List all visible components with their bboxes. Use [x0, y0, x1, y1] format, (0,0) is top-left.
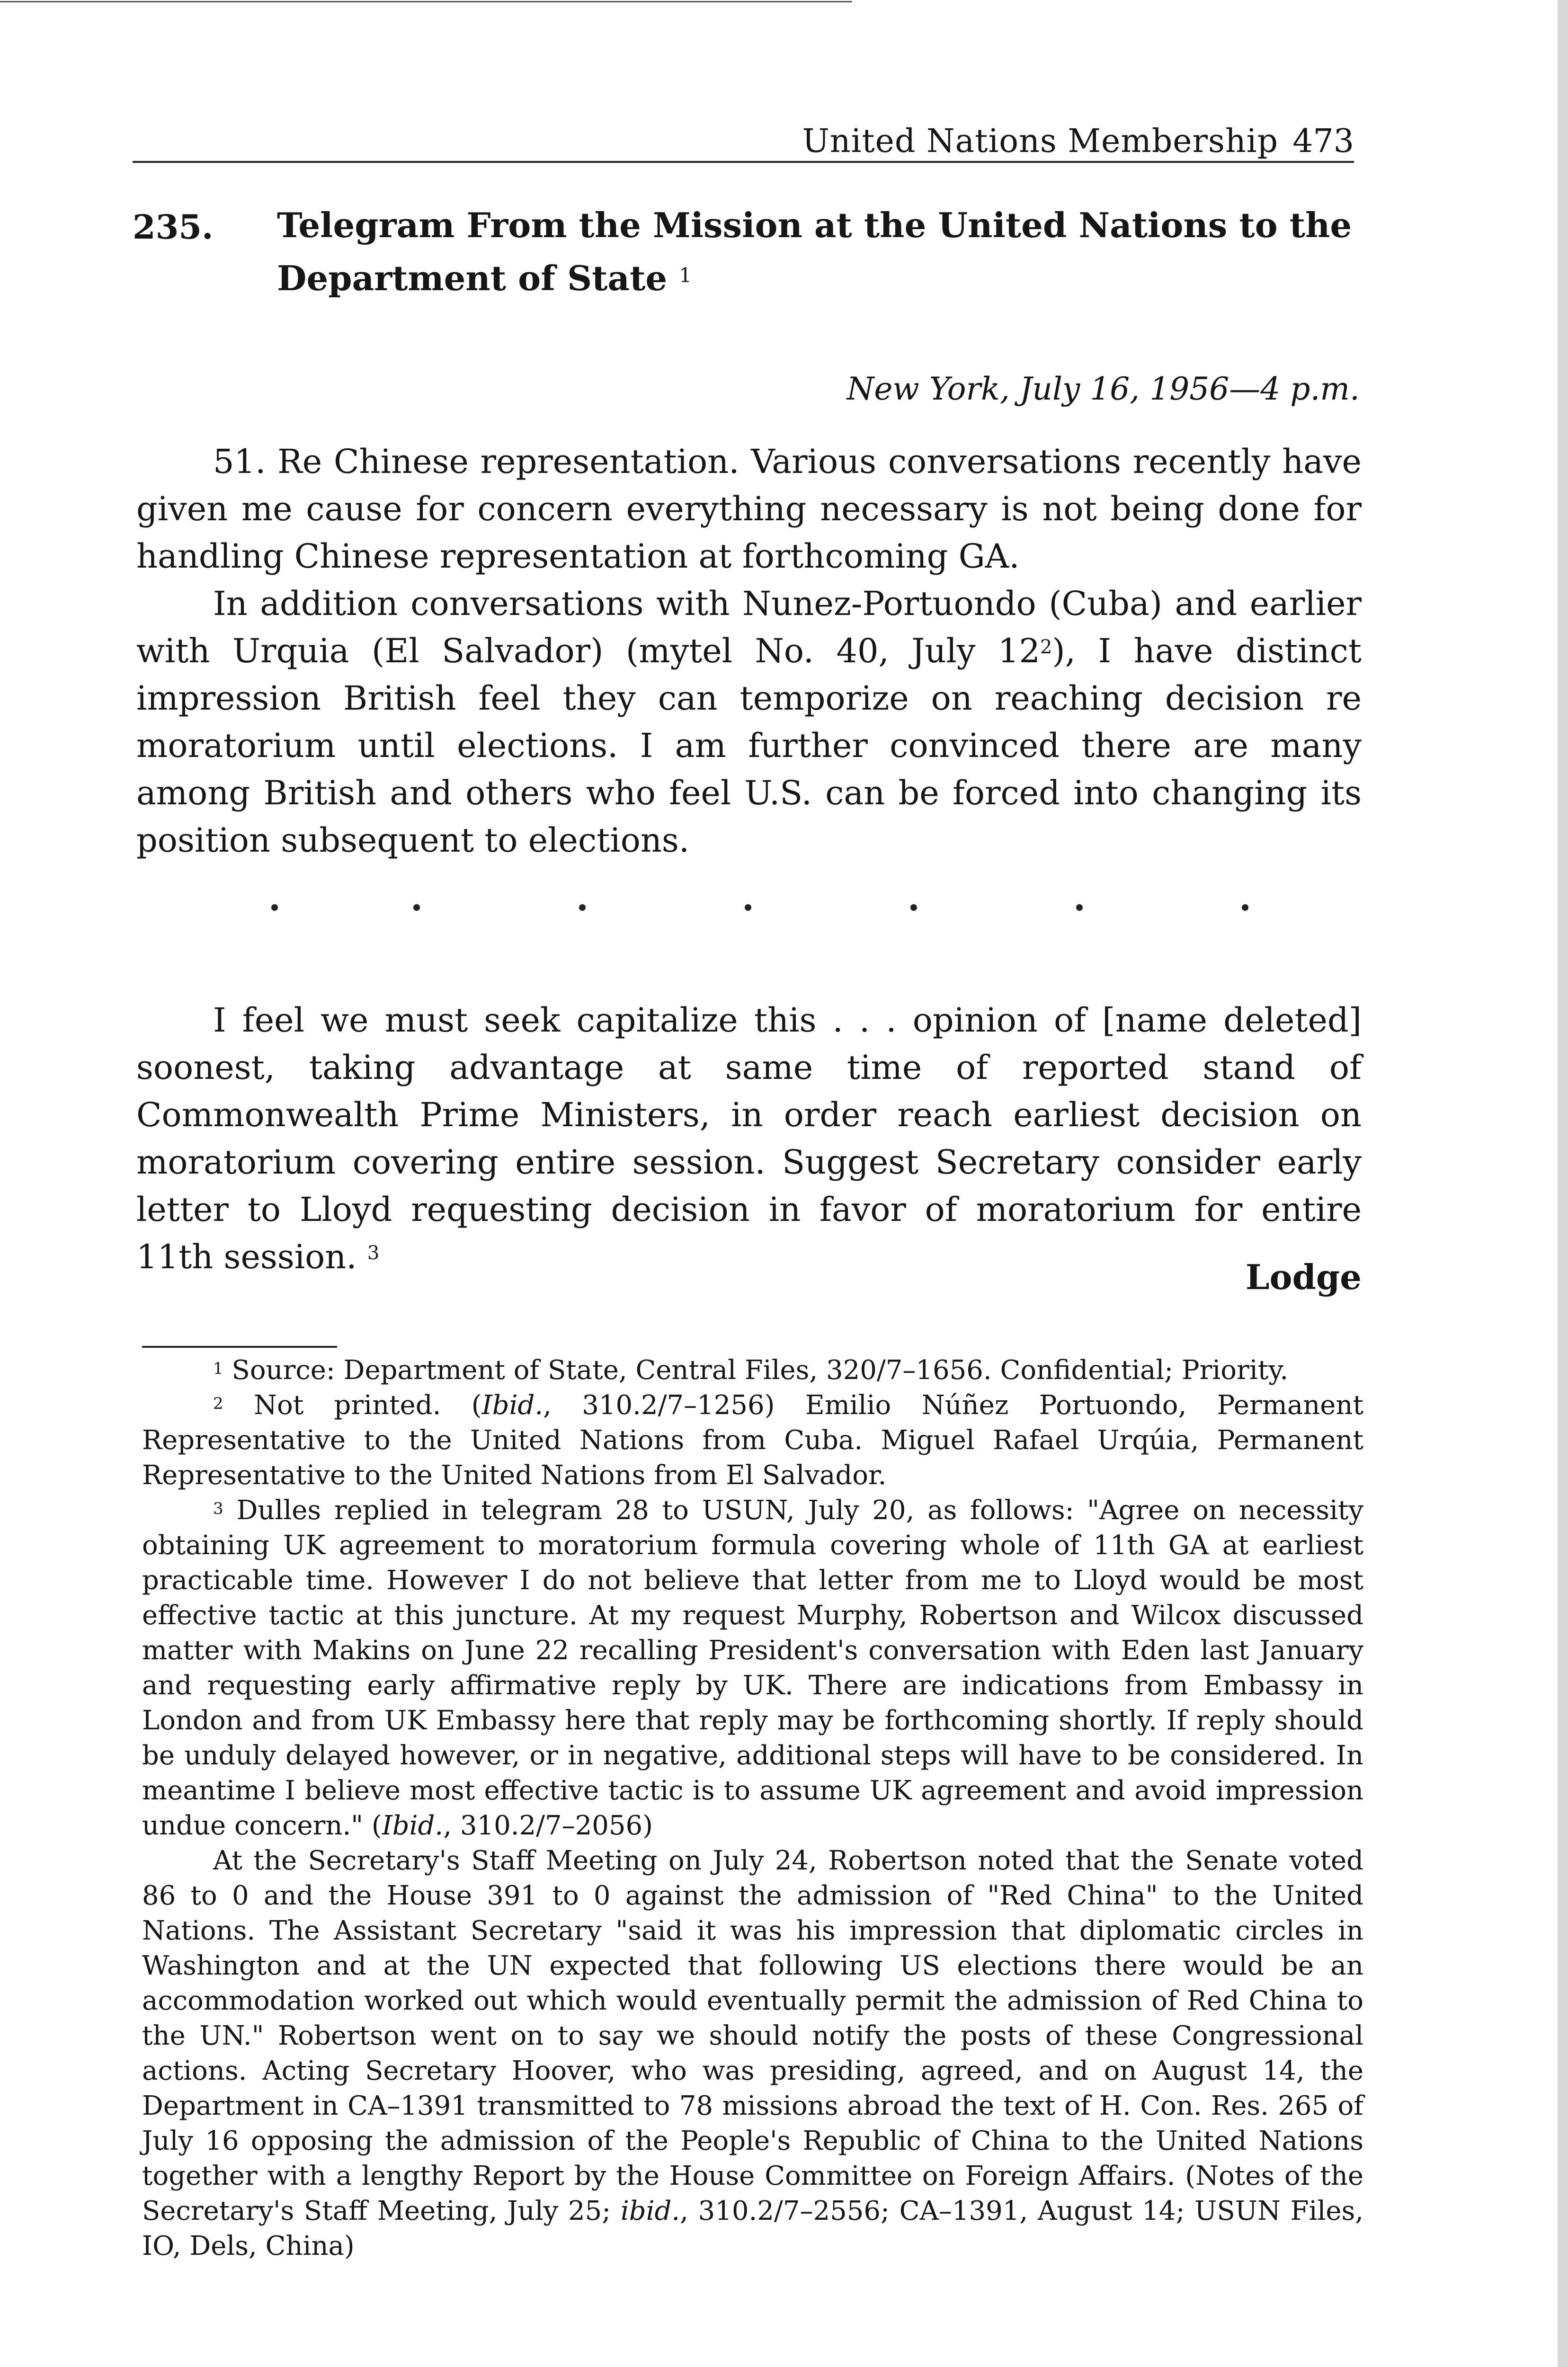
footnote-ref-3: 3 — [367, 1242, 380, 1264]
body-paragraph-1: 51. Re Chinese representation. Various conversations recently have given me cause for concern everything necessary is not being done for handling Chinese representation at forthcoming GA. — [136, 442, 1362, 576]
body-paragraph-2: In addition conversations with Nunez-Portuondo (Cuba) and earlier with Urquia (El Salvador) (mytel No. 40, July $12^2$), I have distinct impression British feel they can temporize on reaching decision re moratorium until elections. I am further convinced there are many among British and others who feel U.S. can be forced into changing its position subsequent to elections. — [136, 584, 1362, 860]
page-number: 473 — [1292, 123, 1354, 160]
omission-dot — [910, 904, 917, 911]
footnote-3-continued: At the Secretary's Staff Meeting on July 24, Robertson noted that the Senate voted 86 to 0 and the House 391 to 0 against the admission of "Red China" to the United Nations. The Assistant Secretary "said it was his impression that diplomatic circles in Washington and at the UN expected that following US elections there would be an accommodation worked out which would eventually permit the admission of Red China to the UN." Robertson went on to say we should notify the posts of these Congressional actions. Acting Secretary Hoover, who was presiding, agreed, and on August 14, the Department in CA–1391 transmitted to 78 missions abroad the text of H. Con. Res. 265 of July 16 opposing the admission of the People's Republic of China to the United Nations together with a lengthy Report by the House Committee on Foreign Affairs. (Notes of the Secretary's Staff Meeting, July 25; ibid., 310.2/7–2556; CA–1391, August 14; USUN Files, IO, Dels, China) — [142, 1845, 1363, 2261]
footnote-ref-2: 2 — [1040, 636, 1052, 658]
document-title-text: Telegram From the Mission at the United Nations to the Department of State — [277, 205, 1352, 298]
footnote-2: $^2$ Not printed. (Ibid., 310.2/7–1256) Emilio Núñez Portuondo, Permanent Representative to the United Nations from Cuba. Miguel Rafael Urqúia, Permanent Representative to the United Nations from El Salvador. — [142, 1390, 1363, 1491]
running-head — [133, 117, 1354, 163]
omission-dot — [271, 904, 278, 911]
document-number: 235. — [133, 207, 214, 247]
dateline: New York, July 16, 1956—4 p.m. — [846, 371, 1360, 407]
signature: Lodge — [1245, 1257, 1362, 1297]
footnote-ref-1: 1 — [679, 264, 692, 287]
footnote-divider — [142, 1346, 337, 1348]
footnotes — [142, 1353, 1363, 2264]
document-title — [277, 199, 1366, 305]
omission-dot — [1242, 904, 1248, 911]
footnote-3: $^3$ Dulles replied in telegram 28 to USUN, July 20, as follows: "Agree on necessity obtaining UK agreement to moratorium formula covering whole of 11th GA at earliest practicable time. However I do not believe that letter from me to Lloyd would be most effective tactic at this juncture. At my request Murphy, Robertson and Wilcox discussed matter with Makins on June 22 recalling President's conversation with Eden last January and requesting early affirmative reply by UK. There are indications from Embassy in London and from UK Embassy here that reply may be forthcoming shortly. If reply should be unduly delayed however, or in negative, additional steps will have to be considered. In meantime I believe most effective tactic is to assume UK agreement and avoid impression undue concern." (Ibid., 310.2/7–2056) — [142, 1495, 1363, 1841]
telegram-body-continued — [136, 997, 1362, 1281]
scan-edge-line — [0, 1, 852, 2]
omission-dot — [413, 904, 420, 911]
omission-dots — [136, 904, 1362, 933]
running-head-title: United Nations Membership — [802, 123, 1278, 160]
telegram-body — [136, 438, 1362, 864]
footnote-1: $^1$ Source: Department of State, Central Files, 320/7–1656. Confidential; Priority. — [213, 1355, 1289, 1386]
omission-dot — [745, 904, 751, 911]
body-paragraph-3: I feel we must seek capitalize this . . . opinion of [name deleted] soonest, taking advantage at same time of reported stand of Commonwealth Prime Ministers, in order reach earliest decision on moratorium covering entire session. Suggest Secretary consider early letter to Lloyd requesting decision in favor of moratorium for entire 11th session. $^3$ — [136, 1001, 1362, 1276]
scan-page-edge — [1558, 0, 1568, 2367]
omission-dot — [1076, 904, 1083, 911]
omission-dot — [579, 904, 586, 911]
